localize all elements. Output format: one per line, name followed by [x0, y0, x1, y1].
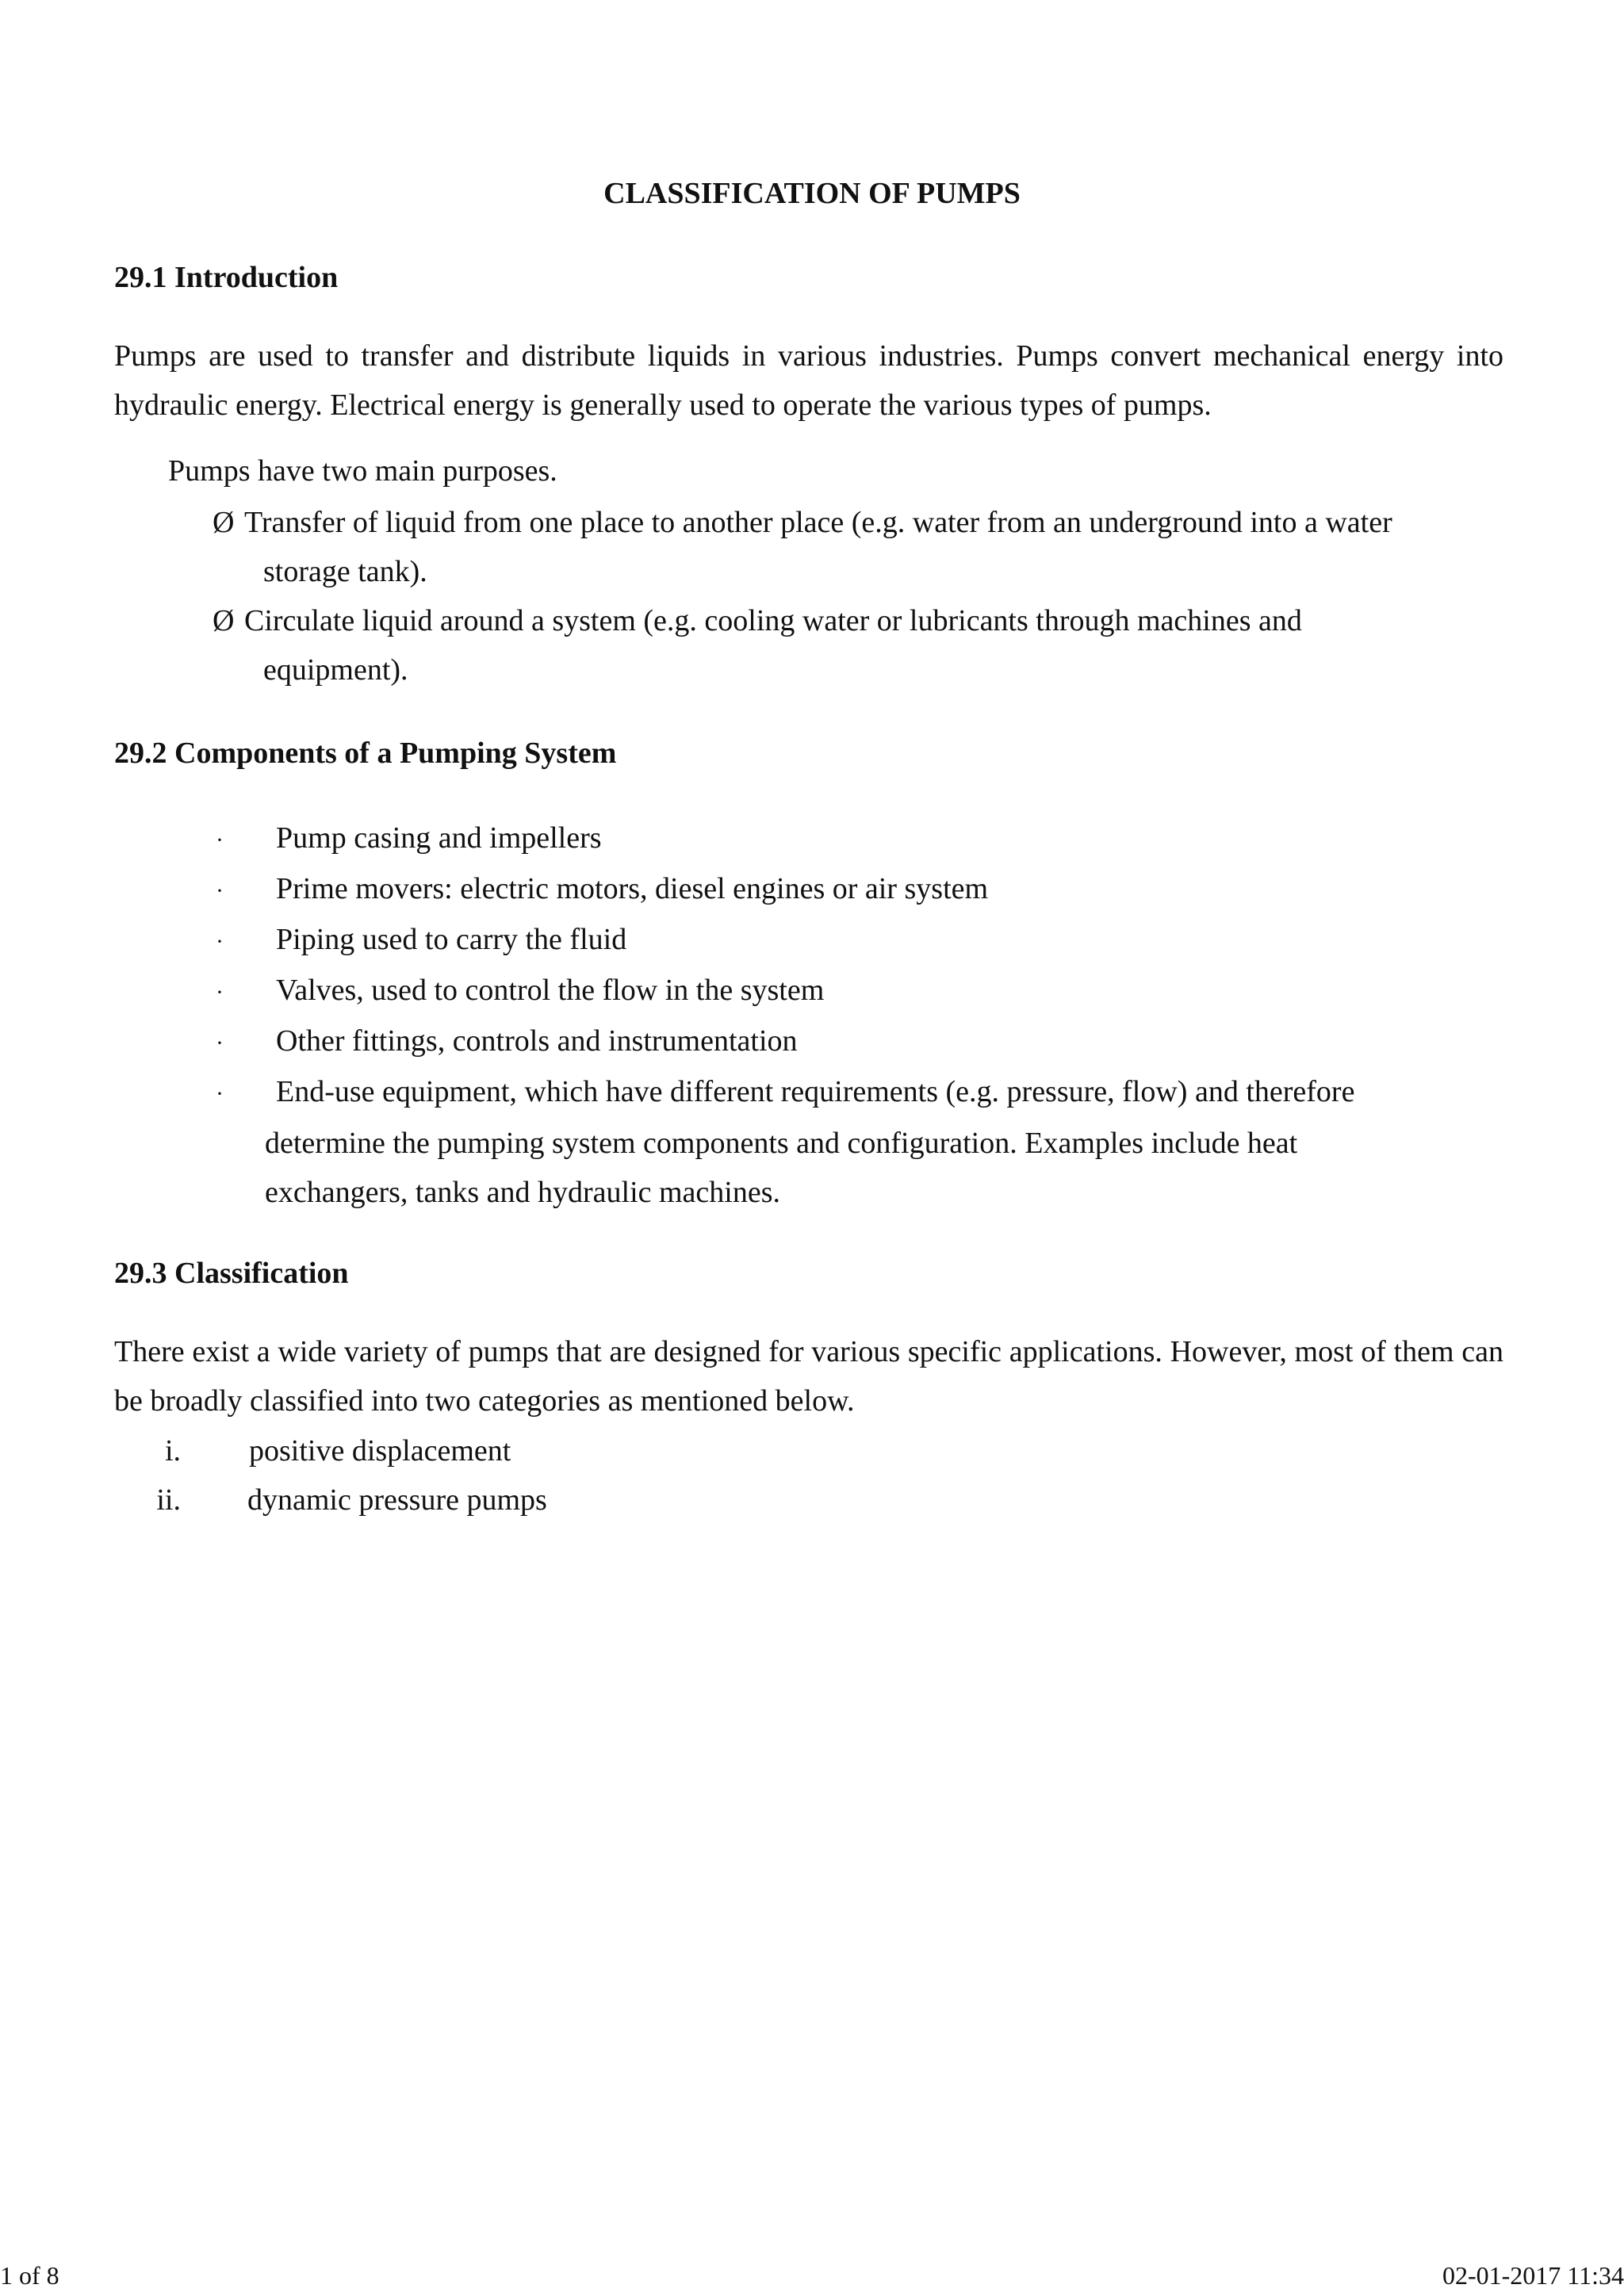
purpose-item — [213, 596, 1497, 695]
category-item — [133, 1483, 547, 1517]
category-number: i. — [164, 1434, 181, 1468]
component-text: Pump casing and impellers — [276, 821, 602, 855]
purpose-text-line2: storage tank). — [263, 555, 427, 588]
classification-paragraph: There exist a wide variety of pumps that are designed for various specific applications. However, most of them can be broadly classified into two categories as mentioned below. — [114, 1335, 1503, 1418]
category-number: ii. — [156, 1483, 181, 1517]
bullet-dot-icon: · — [216, 827, 224, 853]
page-number: 1 of 8 — [0, 2261, 59, 2290]
component-text: Other fittings, controls and instrumentation — [276, 1024, 798, 1058]
component-text-line3: exchangers, tanks and hydraulic machines. — [265, 1176, 780, 1209]
category-text: dynamic pressure pumps — [247, 1483, 547, 1517]
purpose-text-line1: Circulate liquid around a system (e.g. cooling water or lubricants through machines and — [244, 604, 1302, 637]
section-heading-components: 29.2 Components of a Pumping System — [114, 737, 617, 770]
component-text: Piping used to carry the fluid — [276, 923, 627, 956]
component-list-item — [216, 813, 1510, 865]
component-text-line1: End-use equipment, which have different requirements (e.g. pressure, flow) and therefore — [276, 1075, 1355, 1108]
component-text-line2: determine the pumping system components and configuration. Examples include heat — [265, 1127, 1298, 1160]
component-list-item — [216, 864, 1510, 916]
category-text: positive displacement — [249, 1434, 511, 1468]
component-list-item — [216, 1067, 1510, 1217]
component-text: Prime movers: electric motors, diesel engines or air system — [276, 872, 989, 905]
component-list-item — [216, 1016, 1510, 1068]
bullet-dot-icon: · — [216, 979, 224, 1005]
component-list-item — [216, 966, 1510, 1017]
bullet-dot-icon: · — [216, 878, 224, 904]
bullet-dot-icon: · — [216, 1081, 224, 1107]
category-item — [133, 1433, 511, 1468]
purposes-lead: Pumps have two main purposes. — [168, 454, 557, 488]
purpose-item — [213, 498, 1497, 596]
arrow-bullet-icon: Ø — [213, 506, 235, 539]
bullet-dot-icon: · — [216, 1030, 224, 1056]
purpose-text-line2: equipment). — [263, 653, 408, 687]
section-heading-classification: 29.3 Classification — [114, 1257, 349, 1290]
bullet-dot-icon: · — [216, 928, 224, 955]
purpose-text-line1: Transfer of liquid from one place to another place (e.g. water from an underground into a water — [244, 506, 1392, 539]
component-list-item — [216, 915, 1510, 966]
arrow-bullet-icon: Ø — [213, 604, 235, 637]
section-heading-introduction: 29.1 Introduction — [114, 261, 339, 294]
component-text: Valves, used to control the flow in the system — [276, 974, 825, 1007]
page-title: CLASSIFICATION OF PUMPS — [603, 177, 1021, 210]
intro-paragraph: Pumps are used to transfer and distribute liquids in various industries. Pumps convert mechanical energy into hydraulic energy. Electrical energy is generally used to operate the various types of pumps. — [114, 339, 1503, 422]
print-timestamp: 02-01-2017 11:34 — [1442, 2261, 1624, 2290]
